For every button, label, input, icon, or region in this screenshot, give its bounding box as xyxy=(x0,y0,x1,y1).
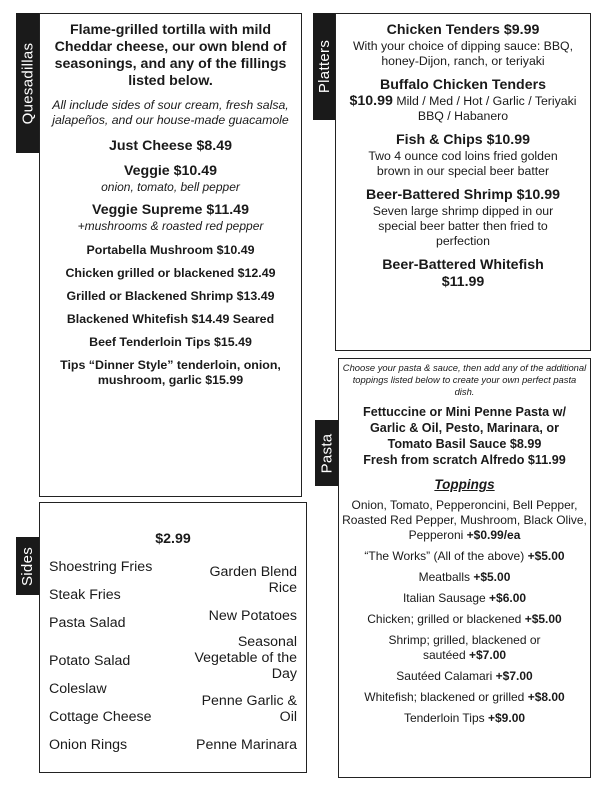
topping-item xyxy=(342,669,587,684)
toppings-heading: Toppings xyxy=(434,477,495,492)
topping-name: Onion, Tomato, Pepperoncini, Bell Pepper, Roasted Red Pepper, Mushroom, Black Olive, Pepperoni xyxy=(342,498,587,542)
side-item: Cottage Cheese xyxy=(49,709,152,725)
side-item: Steak Fries xyxy=(49,587,121,603)
quesadillas-intro: Flame-grilled tortilla with mild Cheddar cheese, our own blend of seasonings, and any of the fillings listed below. xyxy=(54,22,287,89)
topping-name: Chicken; grilled or blackened xyxy=(367,612,522,626)
quesadilla-item-desc: +mushrooms & roasted red pepper xyxy=(77,219,264,233)
platter-item-desc: Seven large shrimp dipped in our special beer batter then fried to perfection xyxy=(372,204,554,248)
platters-tab-label: Platters xyxy=(316,39,334,94)
sides-section xyxy=(39,502,307,773)
quesadilla-item xyxy=(48,243,293,258)
side-item: Shoestring Fries xyxy=(49,559,153,575)
quesadilla-item-desc: onion, tomato, bell pepper xyxy=(101,180,240,194)
topping-name: Whitefish; blackened or grilled xyxy=(364,690,525,704)
pasta-tab xyxy=(315,420,338,486)
side-item: New Potatoes xyxy=(208,608,297,624)
side-item: Garden Blend Rice xyxy=(209,564,297,596)
platter-item-name: Beer-Battered Shrimp $10.99 xyxy=(366,187,560,203)
platter-item-name: Beer-Battered Whitefish $11.99 xyxy=(382,257,544,290)
topping-item xyxy=(342,498,587,543)
quesadilla-item-name: Veggie $10.49 xyxy=(123,163,218,179)
quesadilla-item xyxy=(48,312,293,327)
side-item: Potato Salad xyxy=(49,653,131,669)
topping-item xyxy=(342,612,587,627)
quesadilla-item xyxy=(48,202,293,233)
topping-item xyxy=(342,591,587,606)
platter-item xyxy=(340,257,586,291)
pasta-tab-label: Pasta xyxy=(318,433,336,473)
quesadilla-item-name: Chicken grilled or blackened $12.49 xyxy=(65,266,276,280)
quesadillas-tab-label: Quesadillas xyxy=(19,42,37,124)
quesadilla-item xyxy=(48,163,293,194)
quesadilla-item-name: Portabella Mushroom $10.49 xyxy=(86,243,255,257)
platter-item-name: Chicken Tenders $9.99 xyxy=(386,22,540,38)
topping-price: +$6.00 xyxy=(489,591,527,605)
quesadillas-note: All include sides of sour cream, fresh salsa, jalapeños, and our house-made guacamole xyxy=(52,98,289,127)
quesadillas-tab xyxy=(16,13,40,153)
side-item: Seasonal Vegetable of the Day xyxy=(194,634,297,682)
quesadilla-item-name: Tips “Dinner Style” tenderloin, onion, mushroom, garlic $15.99 xyxy=(60,358,281,387)
topping-name: Tenderloin Tips xyxy=(403,711,485,725)
sides-tab xyxy=(16,537,39,595)
quesadilla-item-name: Grilled or Blackened Shrimp $13.49 xyxy=(66,289,275,303)
topping-item xyxy=(342,633,587,663)
pasta-section xyxy=(338,358,591,778)
platter-item-price: $10.99 xyxy=(349,93,393,109)
sides-tab-label: Sides xyxy=(19,546,36,586)
quesadilla-item xyxy=(48,266,293,281)
topping-price: +$7.00 xyxy=(469,648,507,662)
side-item: Penne Garlic & Oil xyxy=(201,693,297,725)
quesadilla-item xyxy=(48,335,293,350)
platters-tab xyxy=(313,13,336,120)
quesadilla-item-name: Beef Tenderloin Tips $15.49 xyxy=(89,335,252,349)
topping-price: +$0.99/ea xyxy=(466,528,521,542)
side-item: Penne Marinara xyxy=(196,737,297,753)
topping-name: Sautéed Calamari xyxy=(396,669,493,683)
quesadilla-item-name: Blackened Whitefish $14.49 Seared xyxy=(66,312,275,326)
topping-price: +$5.00 xyxy=(527,549,565,563)
topping-item xyxy=(342,690,587,705)
quesadilla-item-name: Just Cheese $8.49 xyxy=(108,138,233,154)
platter-item-name: Buffalo Chicken Tenders xyxy=(379,77,547,93)
platter-item xyxy=(340,187,586,249)
topping-item xyxy=(342,711,587,726)
topping-name: “The Works” (All of the above) xyxy=(364,549,525,563)
pasta-main-option: Fettuccine or Mini Penne Pasta w/ Garlic & Oil, Pesto, Marinara, or Tomato Basil Sauce $8.99 xyxy=(363,405,566,451)
side-item: Coleslaw xyxy=(49,681,107,697)
pasta-note: Choose your pasta & sauce, then add any of the additional toppings listed below to create your own perfect pasta dish. xyxy=(342,362,587,397)
platter-item-desc: With your choice of dipping sauce: BBQ, honey-Dijon, ranch, or teriyaki xyxy=(352,39,574,68)
topping-price: +$5.00 xyxy=(524,612,562,626)
pasta-alfredo-option: Fresh from scratch Alfredo $11.99 xyxy=(363,453,566,467)
platter-item xyxy=(340,132,586,179)
topping-price: +$5.00 xyxy=(473,570,511,584)
topping-item xyxy=(342,549,587,564)
platters-section xyxy=(335,13,591,351)
platter-item-desc: Two 4 ounce cod loins fried golden brown in our special beer batter xyxy=(368,149,558,178)
topping-price: +$8.00 xyxy=(527,690,565,704)
quesadilla-item xyxy=(48,289,293,304)
platter-item-desc: Mild / Med / Hot / Garlic / Teriyaki BBQ / Habanero xyxy=(396,94,577,123)
topping-name: Shrimp; grilled, blackened or sautéed xyxy=(388,633,541,662)
side-item: Pasta Salad xyxy=(49,615,126,631)
topping-name: Italian Sausage xyxy=(402,591,486,605)
platter-item-name: Fish & Chips $10.99 xyxy=(395,132,531,148)
topping-price: +$7.00 xyxy=(495,669,533,683)
topping-name: Meatballs xyxy=(418,570,470,584)
quesadilla-item-name: Veggie Supreme $11.49 xyxy=(92,202,249,218)
quesadilla-item xyxy=(48,138,293,155)
quesadillas-section xyxy=(39,13,302,497)
topping-item xyxy=(342,570,587,585)
platter-item xyxy=(340,77,586,124)
platter-item xyxy=(340,22,586,69)
sides-price: $2.99 xyxy=(155,531,191,547)
side-item: Onion Rings xyxy=(49,737,128,753)
topping-price: +$9.00 xyxy=(488,711,526,725)
quesadilla-item xyxy=(48,358,293,388)
